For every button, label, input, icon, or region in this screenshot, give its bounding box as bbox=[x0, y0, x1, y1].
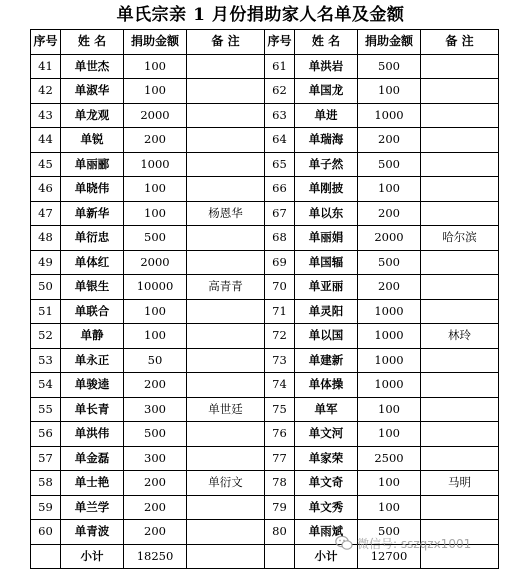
row-amount-right: 100 bbox=[358, 495, 421, 520]
row-note-left bbox=[187, 226, 265, 251]
row-number-right: 80 bbox=[265, 520, 295, 545]
row-name-left: 单晓伟 bbox=[61, 177, 124, 202]
row-name-right: 单瑞海 bbox=[295, 128, 358, 153]
row-number-right: 76 bbox=[265, 422, 295, 447]
table-row bbox=[31, 177, 499, 202]
row-number-right: 70 bbox=[265, 275, 295, 300]
row-amount-left: 300 bbox=[124, 446, 187, 471]
row-name-left: 单联合 bbox=[61, 299, 124, 324]
row-amount-left: 100 bbox=[124, 299, 187, 324]
row-amount-left: 1000 bbox=[124, 152, 187, 177]
table-row bbox=[31, 152, 499, 177]
row-note-left bbox=[187, 54, 265, 79]
table-row bbox=[31, 422, 499, 447]
table-row bbox=[31, 103, 499, 128]
table-row bbox=[31, 79, 499, 104]
row-note-right bbox=[421, 348, 499, 373]
row-amount-left: 200 bbox=[124, 373, 187, 398]
row-note-left bbox=[187, 103, 265, 128]
row-amount-right: 1000 bbox=[358, 373, 421, 398]
row-number-left: 55 bbox=[31, 397, 61, 422]
row-number-right: 66 bbox=[265, 177, 295, 202]
table-row bbox=[31, 373, 499, 398]
row-amount-left: 200 bbox=[124, 128, 187, 153]
subtotal-number-left bbox=[31, 544, 61, 569]
row-amount-left: 300 bbox=[124, 397, 187, 422]
table-row bbox=[31, 201, 499, 226]
row-name-right: 单以东 bbox=[295, 201, 358, 226]
row-amount-right: 100 bbox=[358, 422, 421, 447]
subtotal-amount-left: 18250 bbox=[124, 544, 187, 569]
row-number-right: 72 bbox=[265, 324, 295, 349]
row-number-left: 46 bbox=[31, 177, 61, 202]
row-name-left: 单衍忠 bbox=[61, 226, 124, 251]
row-amount-right: 2500 bbox=[358, 446, 421, 471]
row-amount-left: 500 bbox=[124, 422, 187, 447]
row-name-right: 单洪岩 bbox=[295, 54, 358, 79]
row-amount-right: 500 bbox=[358, 250, 421, 275]
row-name-left: 单世杰 bbox=[61, 54, 124, 79]
row-number-left: 43 bbox=[31, 103, 61, 128]
row-name-right: 单子然 bbox=[295, 152, 358, 177]
row-amount-right: 500 bbox=[358, 152, 421, 177]
row-note-right bbox=[421, 103, 499, 128]
row-name-right: 单以国 bbox=[295, 324, 358, 349]
row-amount-left: 500 bbox=[124, 226, 187, 251]
row-name-right: 单文奇 bbox=[295, 471, 358, 496]
row-name-right: 单文河 bbox=[295, 422, 358, 447]
row-note-left bbox=[187, 373, 265, 398]
row-amount-left: 10000 bbox=[124, 275, 187, 300]
row-note-right: 马明 bbox=[421, 471, 499, 496]
row-number-left: 49 bbox=[31, 250, 61, 275]
row-number-left: 50 bbox=[31, 275, 61, 300]
row-number-right: 77 bbox=[265, 446, 295, 471]
row-number-right: 62 bbox=[265, 79, 295, 104]
row-note-right bbox=[421, 128, 499, 153]
header-number-left: 序号 bbox=[31, 30, 61, 55]
row-amount-right: 1000 bbox=[358, 348, 421, 373]
row-name-left: 单静 bbox=[61, 324, 124, 349]
row-number-right: 73 bbox=[265, 348, 295, 373]
row-number-right: 63 bbox=[265, 103, 295, 128]
row-note-right bbox=[421, 54, 499, 79]
row-name-right: 单刚披 bbox=[295, 177, 358, 202]
row-number-left: 60 bbox=[31, 520, 61, 545]
row-name-right: 单家荣 bbox=[295, 446, 358, 471]
header-number-right: 序号 bbox=[265, 30, 295, 55]
row-name-left: 单银生 bbox=[61, 275, 124, 300]
row-note-right bbox=[421, 201, 499, 226]
table-row bbox=[31, 446, 499, 471]
row-amount-left: 2000 bbox=[124, 103, 187, 128]
row-name-right: 单建新 bbox=[295, 348, 358, 373]
row-number-right: 67 bbox=[265, 201, 295, 226]
row-name-left: 单龙观 bbox=[61, 103, 124, 128]
row-name-left: 单锐 bbox=[61, 128, 124, 153]
row-name-left: 单青波 bbox=[61, 520, 124, 545]
watermark-text: 微信号: sszqzx1001 bbox=[357, 536, 472, 551]
row-name-left: 单新华 bbox=[61, 201, 124, 226]
row-number-left: 52 bbox=[31, 324, 61, 349]
row-name-right: 单文秀 bbox=[295, 495, 358, 520]
row-note-left bbox=[187, 446, 265, 471]
row-name-left: 单永正 bbox=[61, 348, 124, 373]
row-note-left: 单衍文 bbox=[187, 471, 265, 496]
row-amount-right: 1000 bbox=[358, 299, 421, 324]
row-name-right: 单进 bbox=[295, 103, 358, 128]
header-name-left: 姓 名 bbox=[61, 30, 124, 55]
row-note-left bbox=[187, 79, 265, 104]
row-name-left: 单兰学 bbox=[61, 495, 124, 520]
row-number-left: 54 bbox=[31, 373, 61, 398]
row-number-left: 42 bbox=[31, 79, 61, 104]
row-number-right: 69 bbox=[265, 250, 295, 275]
table-row bbox=[31, 275, 499, 300]
row-amount-left: 100 bbox=[124, 79, 187, 104]
row-number-right: 79 bbox=[265, 495, 295, 520]
row-name-left: 单长青 bbox=[61, 397, 124, 422]
row-note-right bbox=[421, 152, 499, 177]
row-amount-right: 100 bbox=[358, 397, 421, 422]
row-note-left: 单世廷 bbox=[187, 397, 265, 422]
row-note-left bbox=[187, 324, 265, 349]
row-name-left: 单洪伟 bbox=[61, 422, 124, 447]
document-title: 单氏宗亲 1 月份捐助家人名单及金额 bbox=[116, 5, 405, 25]
row-amount-left: 200 bbox=[124, 520, 187, 545]
row-amount-right: 1000 bbox=[358, 103, 421, 128]
row-note-left bbox=[187, 348, 265, 373]
row-note-left bbox=[187, 152, 265, 177]
row-amount-right: 100 bbox=[358, 471, 421, 496]
row-name-left: 单士艳 bbox=[61, 471, 124, 496]
row-number-left: 41 bbox=[31, 54, 61, 79]
table-row bbox=[31, 397, 499, 422]
subtotal-number-right bbox=[265, 544, 295, 569]
row-amount-right: 2000 bbox=[358, 226, 421, 251]
row-note-right bbox=[421, 250, 499, 275]
row-note-left: 杨恩华 bbox=[187, 201, 265, 226]
row-amount-right: 1000 bbox=[358, 324, 421, 349]
row-number-right: 78 bbox=[265, 471, 295, 496]
row-note-left bbox=[187, 250, 265, 275]
row-amount-right: 200 bbox=[358, 201, 421, 226]
row-name-right: 单亚丽 bbox=[295, 275, 358, 300]
row-note-left bbox=[187, 422, 265, 447]
row-note-right bbox=[421, 177, 499, 202]
header-note-right: 备 注 bbox=[421, 30, 499, 55]
row-amount-right: 200 bbox=[358, 275, 421, 300]
row-note-left bbox=[187, 495, 265, 520]
row-number-right: 65 bbox=[265, 152, 295, 177]
row-note-right: 林玲 bbox=[421, 324, 499, 349]
row-amount-right: 500 bbox=[358, 520, 421, 545]
row-note-left bbox=[187, 299, 265, 324]
row-number-right: 64 bbox=[265, 128, 295, 153]
table-row bbox=[31, 250, 499, 275]
row-note-right bbox=[421, 446, 499, 471]
table-row bbox=[31, 128, 499, 153]
row-note-right bbox=[421, 397, 499, 422]
row-amount-left: 200 bbox=[124, 471, 187, 496]
wechat-icon bbox=[335, 535, 353, 551]
row-name-left: 单骏逵 bbox=[61, 373, 124, 398]
row-number-left: 53 bbox=[31, 348, 61, 373]
row-amount-right: 200 bbox=[358, 128, 421, 153]
header-amount-left: 捐助金额 bbox=[124, 30, 187, 55]
subtotal-label-right: 小计 bbox=[295, 544, 358, 569]
row-number-left: 57 bbox=[31, 446, 61, 471]
row-number-left: 51 bbox=[31, 299, 61, 324]
row-note-right bbox=[421, 275, 499, 300]
row-note-left bbox=[187, 520, 265, 545]
row-amount-left: 100 bbox=[124, 54, 187, 79]
row-note-right bbox=[421, 299, 499, 324]
row-note-right: 哈尔滨 bbox=[421, 226, 499, 251]
row-amount-right: 500 bbox=[358, 54, 421, 79]
row-number-right: 71 bbox=[265, 299, 295, 324]
subtotal-amount-right: 12700 bbox=[358, 544, 421, 569]
header-amount-right: 捐助金额 bbox=[358, 30, 421, 55]
row-number-right: 61 bbox=[265, 54, 295, 79]
wechat-watermark bbox=[335, 533, 471, 553]
header-name-right: 姓 名 bbox=[295, 30, 358, 55]
row-note-left bbox=[187, 128, 265, 153]
row-name-right: 单灵阳 bbox=[295, 299, 358, 324]
row-name-right: 单国龙 bbox=[295, 79, 358, 104]
table-row bbox=[31, 54, 499, 79]
row-number-left: 58 bbox=[31, 471, 61, 496]
row-number-left: 44 bbox=[31, 128, 61, 153]
row-name-left: 单金磊 bbox=[61, 446, 124, 471]
row-amount-right: 100 bbox=[358, 79, 421, 104]
row-note-right bbox=[421, 422, 499, 447]
row-name-right: 单丽娟 bbox=[295, 226, 358, 251]
row-amount-right: 100 bbox=[358, 177, 421, 202]
row-amount-left: 50 bbox=[124, 348, 187, 373]
row-number-right: 68 bbox=[265, 226, 295, 251]
row-name-left: 单体红 bbox=[61, 250, 124, 275]
table-row bbox=[31, 299, 499, 324]
table-header-row bbox=[31, 30, 499, 55]
subtotal-label-left: 小计 bbox=[61, 544, 124, 569]
row-note-left bbox=[187, 177, 265, 202]
row-number-left: 45 bbox=[31, 152, 61, 177]
row-note-right bbox=[421, 495, 499, 520]
row-note-right bbox=[421, 79, 499, 104]
row-amount-left: 200 bbox=[124, 495, 187, 520]
row-number-left: 47 bbox=[31, 201, 61, 226]
row-number-right: 74 bbox=[265, 373, 295, 398]
table-row bbox=[31, 324, 499, 349]
row-name-right: 单体操 bbox=[295, 373, 358, 398]
table-row bbox=[31, 348, 499, 373]
row-amount-left: 100 bbox=[124, 177, 187, 202]
row-number-left: 59 bbox=[31, 495, 61, 520]
row-amount-left: 2000 bbox=[124, 250, 187, 275]
row-name-left: 单丽郦 bbox=[61, 152, 124, 177]
row-name-right: 单雨斌 bbox=[295, 520, 358, 545]
row-amount-left: 100 bbox=[124, 324, 187, 349]
row-note-right bbox=[421, 373, 499, 398]
table-row bbox=[31, 226, 499, 251]
row-name-right: 单国辐 bbox=[295, 250, 358, 275]
row-name-right: 单军 bbox=[295, 397, 358, 422]
table-row bbox=[31, 471, 499, 496]
donation-table bbox=[30, 29, 499, 569]
row-name-left: 单淑华 bbox=[61, 79, 124, 104]
row-number-left: 56 bbox=[31, 422, 61, 447]
subtotal-note-left bbox=[187, 544, 265, 569]
row-note-left: 高青青 bbox=[187, 275, 265, 300]
row-amount-left: 100 bbox=[124, 201, 187, 226]
header-note-left: 备 注 bbox=[187, 30, 265, 55]
row-number-right: 75 bbox=[265, 397, 295, 422]
row-number-left: 48 bbox=[31, 226, 61, 251]
table-row bbox=[31, 495, 499, 520]
